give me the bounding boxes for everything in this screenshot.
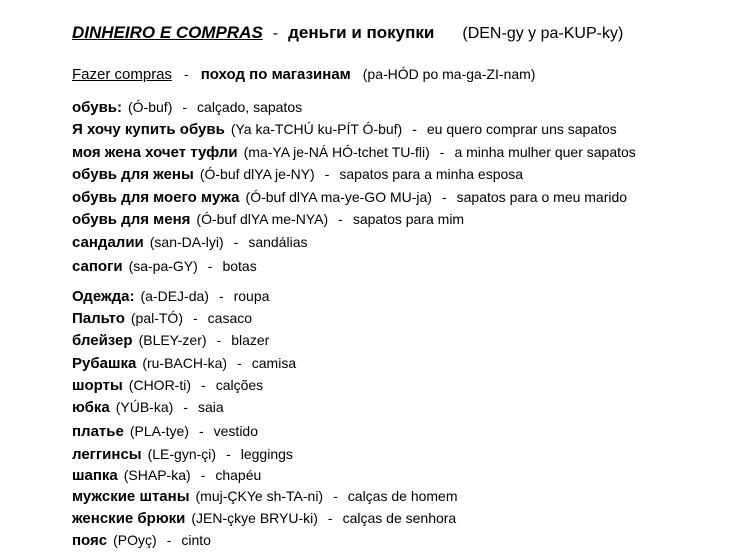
russian-term: обувь для моего мужа <box>72 189 240 206</box>
portuguese-translation: botas <box>222 258 257 274</box>
vocab-row <box>72 400 224 416</box>
russian-term: шорты <box>72 377 123 394</box>
pronunciation: (Ó-buf dlYA me-NYA) <box>196 211 329 227</box>
portuguese-translation: sandálias <box>248 234 308 250</box>
vocab-row <box>72 289 269 305</box>
vocab-row <box>72 259 257 275</box>
vocab-row <box>72 122 617 138</box>
russian-term: женские брюки <box>72 510 186 527</box>
pronunciation: (PLA-tye) <box>129 423 189 439</box>
portuguese-translation: leggings <box>240 446 293 462</box>
pronunciation: (LE-gyn-çi) <box>147 446 217 462</box>
vocab-row <box>72 511 456 527</box>
title-portuguese: DINHEIRO E COMPRAS <box>72 23 263 42</box>
subheader-russian: поход по магазинам <box>200 66 351 83</box>
russian-term: шапка <box>72 467 118 484</box>
portuguese-translation: vestido <box>213 423 258 439</box>
subheader-separator: - <box>184 66 189 82</box>
vocab-row <box>72 378 263 394</box>
separator: - <box>327 510 333 526</box>
russian-term: обувь для жены <box>72 166 194 183</box>
separator: - <box>412 121 417 137</box>
separator: - <box>216 332 222 348</box>
separator: - <box>324 166 330 182</box>
pronunciation: (POyç) <box>113 532 157 548</box>
title-russian: деньги и покупки <box>288 23 435 42</box>
portuguese-translation: calças de homem <box>347 488 458 504</box>
pronunciation: (CHOR-ti) <box>128 377 192 393</box>
pronunciation: (Ó-buf dlYA je-NY) <box>199 166 315 182</box>
portuguese-translation: chapéu <box>215 467 262 483</box>
separator: - <box>193 310 198 326</box>
portuguese-translation: casaco <box>207 310 253 326</box>
russian-term: Пальто <box>72 310 125 327</box>
portuguese-translation: a minha mulher quer sapatos <box>454 144 636 160</box>
portuguese-translation: blazer <box>231 332 270 348</box>
separator: - <box>439 144 445 160</box>
portuguese-translation: calças de senhora <box>342 510 457 526</box>
portuguese-translation: saia <box>197 399 224 415</box>
portuguese-translation: cinto <box>181 532 211 548</box>
russian-term: платье <box>72 423 124 440</box>
russian-term: обувь: <box>72 99 123 116</box>
pronunciation: (san-DA-lyi) <box>149 234 224 250</box>
vocab-row <box>72 311 252 327</box>
separator: - <box>198 423 204 439</box>
pronunciation: (JEN-çkye BRYU-ki) <box>191 510 318 526</box>
separator: - <box>182 99 188 115</box>
page-title <box>72 24 623 42</box>
russian-term: Я хочу купить обувь <box>72 121 225 138</box>
separator: - <box>207 258 213 274</box>
separator: - <box>333 488 338 504</box>
vocab-row <box>72 468 261 484</box>
russian-term: сапоги <box>72 258 123 275</box>
russian-term: юбка <box>72 399 110 416</box>
vocab-row <box>72 447 293 463</box>
pronunciation: (Ó-buf) <box>128 99 173 115</box>
pronunciation: (muj-ÇKYe sh-TA-ni) <box>195 488 324 504</box>
separator: - <box>200 467 206 483</box>
vocab-row <box>72 424 258 440</box>
portuguese-translation: eu quero comprar uns sapatos <box>426 121 617 137</box>
russian-term: обувь для меня <box>72 211 191 228</box>
russian-term: Рубашка <box>72 355 137 372</box>
separator: - <box>338 211 343 227</box>
russian-term: блейзер <box>72 332 133 349</box>
pronunciation: (ru-BACH-ka) <box>142 355 228 371</box>
subheader-portuguese: Fazer compras <box>72 66 173 83</box>
separator: - <box>183 399 188 415</box>
russian-term: леггинсы <box>72 446 142 463</box>
pronunciation: (SHAP-ka) <box>123 467 191 483</box>
pronunciation: (sa-pa-GY) <box>128 258 198 274</box>
vocab-row <box>72 489 458 505</box>
section-subheader <box>72 67 535 83</box>
pronunciation: (a-DEJ-da) <box>140 288 209 304</box>
title-separator: - <box>272 25 279 42</box>
separator: - <box>233 234 239 250</box>
vocab-row <box>72 190 627 206</box>
vocab-row <box>72 167 523 183</box>
vocab-row <box>72 235 307 251</box>
pronunciation: (Ó-buf dlYA ma-ye-GO MU-ja) <box>245 189 432 205</box>
portuguese-translation: camisa <box>251 355 297 371</box>
vocab-row <box>72 100 302 116</box>
pronunciation: (Ya ka-TCHÚ ku-PÍT Ó-buf) <box>230 121 403 137</box>
vocab-row <box>72 212 464 228</box>
portuguese-translation: sapatos para mim <box>352 211 465 227</box>
vocab-row <box>72 333 269 349</box>
pronunciation: (pal-TÓ) <box>130 310 183 326</box>
russian-term: пояс <box>72 532 108 549</box>
pronunciation: (BLEY-zer) <box>138 332 207 348</box>
subheader-pronunciation: (pa-HÓD po ma-ga-ZI-nam) <box>362 66 536 82</box>
portuguese-translation: sapatos para o meu marido <box>456 189 628 205</box>
russian-term: Одежда: <box>72 288 135 305</box>
title-pronunciation: (DEN-gy y pa-KUP-ky) <box>462 25 624 42</box>
separator: - <box>237 355 242 371</box>
vocab-row <box>72 356 296 372</box>
russian-term: моя жена хочет туфли <box>72 144 238 161</box>
separator: - <box>218 288 224 304</box>
portuguese-translation: calçado, sapatos <box>197 99 303 115</box>
pronunciation: (ma-YA je-NÁ HÓ-tchet TU-fli) <box>243 144 430 160</box>
separator: - <box>441 189 447 205</box>
portuguese-translation: sapatos para a minha esposa <box>339 166 524 182</box>
russian-term: сандалии <box>72 234 144 251</box>
russian-term: мужские штаны <box>72 488 190 505</box>
pronunciation: (YÚB-ka) <box>115 399 174 415</box>
vocab-row <box>72 533 211 549</box>
portuguese-translation: roupa <box>233 288 270 304</box>
separator: - <box>226 446 231 462</box>
portuguese-translation: calções <box>215 377 264 393</box>
vocab-row <box>72 145 636 161</box>
separator: - <box>166 532 172 548</box>
separator: - <box>201 377 206 393</box>
